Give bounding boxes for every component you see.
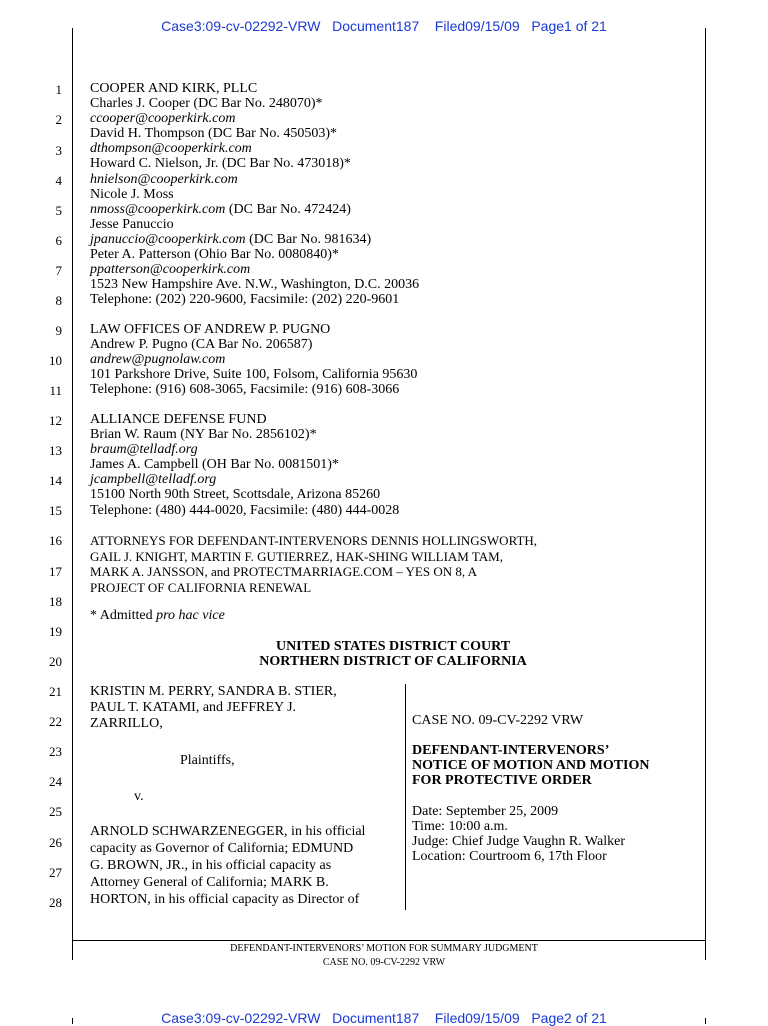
footer-title: DEFENDANT-INTERVENORS’ MOTION FOR SUMMARY JUDGMENT bbox=[230, 943, 538, 954]
attorneys-for-line: PROJECT OF CALIFORNIA RENEWAL bbox=[90, 579, 312, 595]
document-title-line: FOR PROTECTIVE ORDER bbox=[412, 773, 592, 788]
line-number: 14 bbox=[49, 473, 62, 488]
line-number: 16 bbox=[49, 533, 62, 548]
firm-phone: Telephone: (916) 608-3065, Facsimile: (916) 608-3066 bbox=[90, 382, 400, 398]
hearing-details bbox=[412, 804, 702, 864]
hearing-location: Location: Courtroom 6, 17th Floor bbox=[412, 849, 607, 864]
attorney-email: jcampbell@telladf.org bbox=[90, 472, 217, 488]
attorney-line: Nicole J. Moss bbox=[90, 186, 174, 202]
firm-address: 1523 New Hampshire Ave. N.W., Washington, D.C. 20036 bbox=[90, 277, 420, 293]
attorney-line: Jesse Panuccio bbox=[90, 216, 174, 232]
plaintiff-names: KRISTIN M. PERRY, SANDRA B. STIER, bbox=[90, 684, 337, 699]
hearing-date: Date: September 25, 2009 bbox=[412, 804, 559, 819]
line-number: 7 bbox=[55, 263, 62, 278]
line-number: 6 bbox=[55, 233, 62, 248]
attorney-line: Charles J. Cooper (DC Bar No. 248070)* bbox=[90, 96, 323, 112]
document-title-line: NOTICE OF MOTION AND MOTION bbox=[412, 758, 650, 773]
line-number: 13 bbox=[49, 443, 62, 458]
court-district: NORTHERN DISTRICT OF CALIFORNIA bbox=[259, 654, 527, 669]
versus: v. bbox=[134, 789, 144, 804]
attorney-email: andrew@pugnolaw.com bbox=[90, 352, 226, 368]
attorney-line: Brian W. Raum (NY Bar No. 2856102)* bbox=[90, 427, 317, 443]
attorney-line: Howard C. Nielson, Jr. (DC Bar No. 473018)* bbox=[90, 156, 351, 172]
court-heading bbox=[90, 639, 696, 669]
attorney-email: jpanuccio@cooperkirk.com bbox=[90, 231, 246, 247]
next-page-right-rule bbox=[705, 1018, 706, 1024]
footer-rule bbox=[72, 940, 706, 941]
line-number: 26 bbox=[49, 835, 62, 850]
line-number: 12 bbox=[49, 413, 62, 428]
ecf-header-next-page: Case3:09-cv-02292-VRW Document187 Filed09/15/09 Page2 of 21 bbox=[161, 1010, 607, 1026]
next-page-left-rule bbox=[72, 1018, 73, 1024]
caption-parties bbox=[90, 684, 400, 732]
attorney-line bbox=[90, 202, 690, 217]
attorney-email: dthompson@cooperkirk.com bbox=[90, 141, 252, 157]
line-number: 25 bbox=[49, 804, 62, 819]
firm-address: 101 Parkshore Drive, Suite 100, Folsom, California 95630 bbox=[90, 367, 418, 383]
line-number: 19 bbox=[49, 624, 62, 639]
document-title-line: DEFENDANT-INTERVENORS’ bbox=[412, 743, 610, 758]
line-number: 17 bbox=[49, 564, 62, 579]
defendant-line: capacity as Governor of California; EDMUND bbox=[90, 841, 354, 856]
line-number: 28 bbox=[49, 895, 62, 910]
line-number: 21 bbox=[49, 684, 62, 699]
line-number: 24 bbox=[49, 774, 62, 789]
line-number: 4 bbox=[55, 173, 62, 188]
line-number: 27 bbox=[49, 865, 62, 880]
line-number: 1 bbox=[55, 82, 62, 97]
line-number: 8 bbox=[55, 293, 62, 308]
plaintiffs-label: Plaintiffs, bbox=[180, 753, 235, 768]
attorney-email: hnielson@cooperkirk.com bbox=[90, 171, 238, 187]
attorneys-for-line: GAIL J. KNIGHT, MARTIN F. GUTIERREZ, HAK-SHING WILLIAM TAM, bbox=[90, 548, 503, 564]
line-number: 15 bbox=[49, 503, 62, 518]
defendant-line: HORTON, in his official capacity as Director of bbox=[90, 892, 360, 907]
left-margin-rule bbox=[72, 28, 73, 960]
line-number: 18 bbox=[49, 594, 62, 609]
firm-name: LAW OFFICES OF ANDREW P. PUGNO bbox=[90, 322, 331, 337]
line-number: 5 bbox=[55, 203, 62, 218]
attorneys-for-block bbox=[90, 533, 690, 595]
caption-defendants bbox=[90, 823, 400, 908]
counsel-block-adf bbox=[90, 412, 690, 518]
note-prefix: * Admitted bbox=[90, 608, 157, 623]
defendant-line: G. BROWN, JR., in his official capacity as bbox=[90, 858, 332, 873]
firm-phone: Telephone: (202) 220-9600, Facsimile: (202) 220-9601 bbox=[90, 292, 400, 308]
plaintiff-names: PAUL T. KATAMI, and JEFFREY J. bbox=[90, 700, 297, 715]
attorney-email: braum@telladf.org bbox=[90, 442, 198, 458]
hearing-judge: Judge: Chief Judge Vaughn R. Walker bbox=[412, 834, 625, 849]
line-number: 2 bbox=[55, 112, 62, 127]
line-number: 22 bbox=[49, 714, 62, 729]
attorney-email: nmoss@cooperkirk.com bbox=[90, 201, 226, 217]
pro-hac-vice-note bbox=[90, 608, 690, 623]
footer-case-number: CASE NO. 09-CV-2292 VRW bbox=[322, 957, 446, 968]
firm-name: COOPER AND KIRK, PLLC bbox=[90, 81, 258, 96]
firm-address: 15100 North 90th Street, Scottsdale, Arizona 85260 bbox=[90, 487, 381, 503]
court-name: UNITED STATES DISTRICT COURT bbox=[275, 639, 511, 654]
firm-name: ALLIANCE DEFENSE FUND bbox=[90, 412, 267, 427]
counsel-block-cooper-kirk bbox=[90, 81, 690, 307]
attorney-line: James A. Campbell (OH Bar No. 0081501)* bbox=[90, 457, 339, 473]
case-number: CASE NO. 09-CV-2292 VRW bbox=[412, 713, 584, 728]
counsel-block-pugno bbox=[90, 322, 690, 397]
plaintiff-names: ZARRILLO, bbox=[90, 716, 163, 731]
right-margin-rule bbox=[705, 28, 706, 960]
attorney-email: ccooper@cooperkirk.com bbox=[90, 111, 236, 127]
caption-divider bbox=[405, 684, 406, 910]
attorney-email: ppatterson@cooperkirk.com bbox=[90, 262, 251, 278]
attorney-line: David H. Thompson (DC Bar No. 450503)* bbox=[90, 126, 338, 142]
firm-phone: Telephone: (480) 444-0020, Facsimile: (480) 444-0028 bbox=[90, 502, 400, 518]
bar-number: (DC Bar No. 981634) bbox=[245, 231, 372, 247]
document-title bbox=[412, 743, 702, 788]
line-number: 11 bbox=[49, 383, 62, 398]
page-footer bbox=[0, 942, 768, 970]
hearing-time: Time: 10:00 a.m. bbox=[412, 819, 508, 834]
defendant-line: ARNOLD SCHWARZENEGGER, in his official bbox=[90, 824, 366, 839]
attorneys-for-line: MARK A. JANSSON, and PROTECTMARRIAGE.COM – YES ON 8, A bbox=[90, 564, 478, 579]
line-number: 3 bbox=[55, 143, 62, 158]
attorneys-for-line: ATTORNEYS FOR DEFENDANT-INTERVENORS DENNIS HOLLINGSWORTH, bbox=[90, 533, 538, 548]
attorney-line: Andrew P. Pugno (CA Bar No. 206587) bbox=[90, 337, 313, 353]
attorney-line bbox=[90, 232, 690, 247]
attorney-line: Peter A. Patterson (Ohio Bar No. 0080840)* bbox=[90, 247, 339, 263]
ecf-header: Case3:09-cv-02292-VRW Document187 Filed09/15/09 Page1 of 21 bbox=[161, 18, 607, 34]
line-number: 20 bbox=[49, 654, 62, 669]
line-number: 10 bbox=[49, 353, 62, 368]
line-number: 23 bbox=[49, 744, 62, 759]
note-italic: pro hac vice bbox=[156, 608, 225, 623]
line-number: 9 bbox=[55, 323, 62, 338]
defendant-line: Attorney General of California; MARK B. bbox=[90, 875, 329, 890]
bar-number: (DC Bar No. 472424) bbox=[225, 201, 351, 217]
